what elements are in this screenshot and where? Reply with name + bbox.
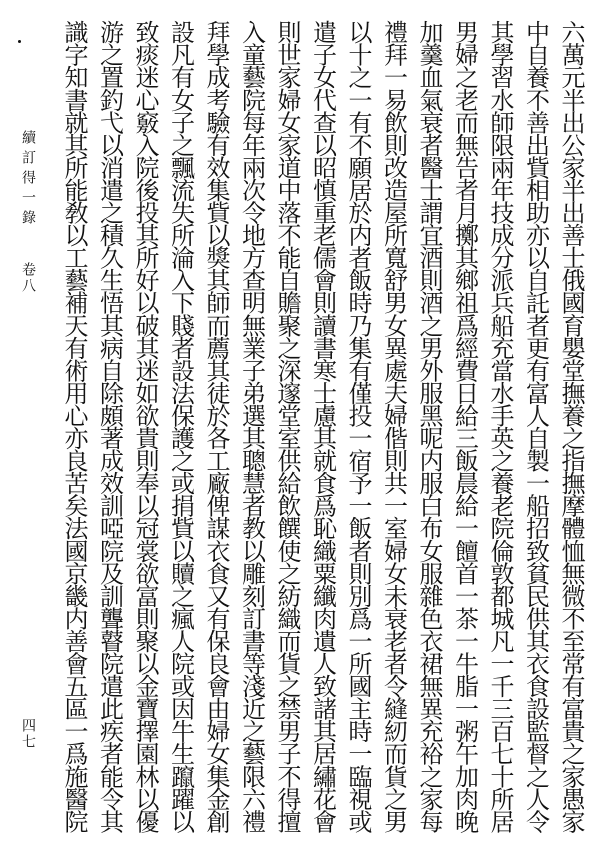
text-column: 禮拜一易飲則改造屋所寬舒男女異處夫婦偕則共一室婦女未衰老者令縫紉而貨之男 <box>379 20 408 832</box>
text-column: 則世家婦女家道中落不能自贍聚之深邃堂室供給飲饌使之紡織而貨之禁男子不得擅 <box>273 20 301 832</box>
text-column: 遣子女代查以昭慎重老儒會則讀書寒士慮其就食爲恥織粟纖肉遺人致諸其居繡花會 <box>308 20 337 832</box>
text-column: 游之置釣弋以消遣之積久生悟其病自除頗著成效訓啞院及訓聾瞽院遣此疾者能令其 <box>95 20 124 832</box>
text-column: 設凡有女子之飄流失所淪入下賤者設法保護之或捐貲以贖之瘋人院或因牛生躥躍以 <box>166 20 195 832</box>
text-column: 加羹血氣衰者醫士謂宜酒則酒之男外服黑呢内服白布女服雜色衣裙無異充裕之家每 <box>415 20 443 832</box>
volume-label: 卷八 <box>20 262 36 294</box>
text-column: 六萬元半出公家半出善士俄國育嬰堂撫養之指撫摩體恤無微不至常有富貴之家愚家 <box>557 20 585 832</box>
book-title: 續訂得一錄 <box>20 130 36 230</box>
page-number: 四七 <box>20 718 36 750</box>
body-text <box>62 20 583 838</box>
text-column: 其學習水師限兩年技成分派兵船充當水手英之養老院倫敦都城凡一千三百七十所居 <box>486 20 514 832</box>
page-margin <box>8 130 48 750</box>
text-column: 致痰迷心竅入院後投其所好以破其迷如欲貴則奉以冠裳欲富則聚以金寶擇園林以優 <box>131 20 159 832</box>
text-column: 男婦之老而無告者月擲其鄉祖爲經費日給三飯晨給一饘首一茶一牛脂一粥午加肉晚 <box>450 20 479 832</box>
text-column: 識字知書就其所能敎以工藝補天有術用心亦良苦矣法國京畿内善會五區一爲施醫院 <box>60 20 88 832</box>
text-column: 拜學成考驗有效集貲以獎其師而薦其徒於各工廠俾謀衣食又有保良會由婦女集金創 <box>202 20 230 832</box>
text-column: 中自養不善出貲相助亦以自託者更有富人自製一船招致貧民供其衣食設監督之人令 <box>521 20 550 832</box>
text-column: 以十之一有不願居於内者飯時乃集有僅投一宿予一飯者則別爲一所國主時一臨視或 <box>344 20 372 832</box>
margin-dot <box>18 40 21 43</box>
text-column: 入童藝院每年兩次令地方查明無業子弟選其聰慧者教以雕刻訂書等淺近之藝限六禮 <box>237 20 266 832</box>
